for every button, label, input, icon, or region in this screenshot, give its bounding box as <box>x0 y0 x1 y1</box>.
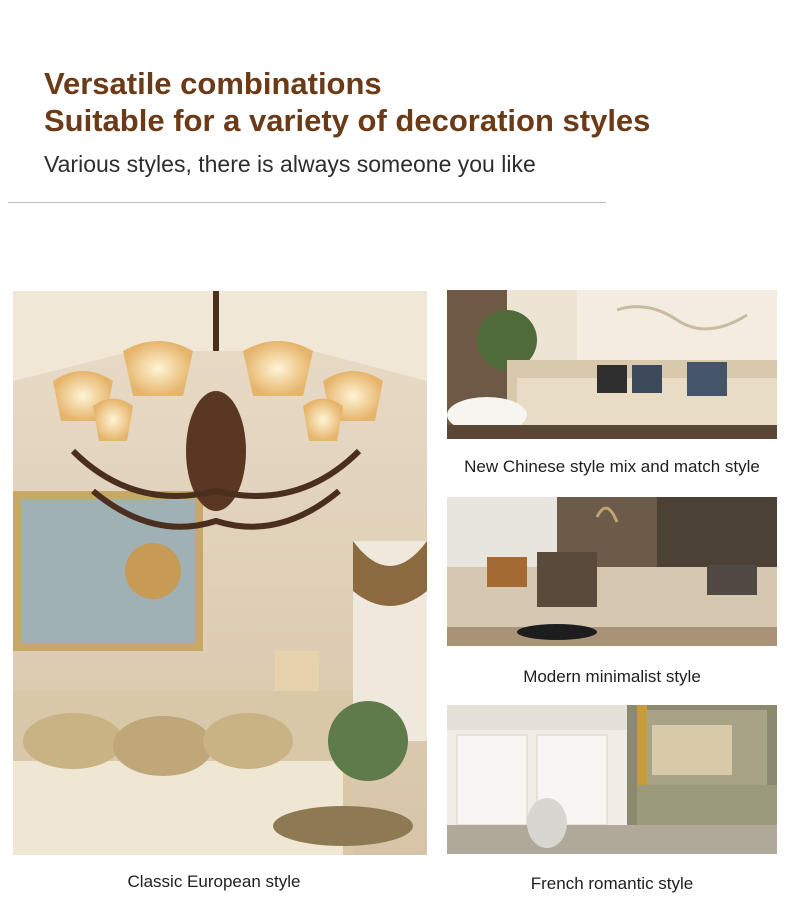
modern-minimalist-room-photo <box>447 497 777 646</box>
classic-european-room-photo <box>13 291 427 855</box>
caption-modern-minimalist: Modern minimalist style <box>523 667 701 686</box>
french-romantic-room-photo <box>447 705 777 854</box>
title-line-2: Suitable for a variety of decoration styles <box>44 103 651 138</box>
divider <box>8 202 606 203</box>
caption-french-romantic: French romantic style <box>530 874 694 893</box>
subtitle: Various styles, there is always someone you like <box>44 151 536 177</box>
caption-classic-european: Classic European style <box>127 872 301 891</box>
caption-new-chinese: New Chinese style mix and match style <box>464 457 760 476</box>
title-line-1: Versatile combinations <box>44 66 382 101</box>
new-chinese-room-photo <box>447 290 777 439</box>
